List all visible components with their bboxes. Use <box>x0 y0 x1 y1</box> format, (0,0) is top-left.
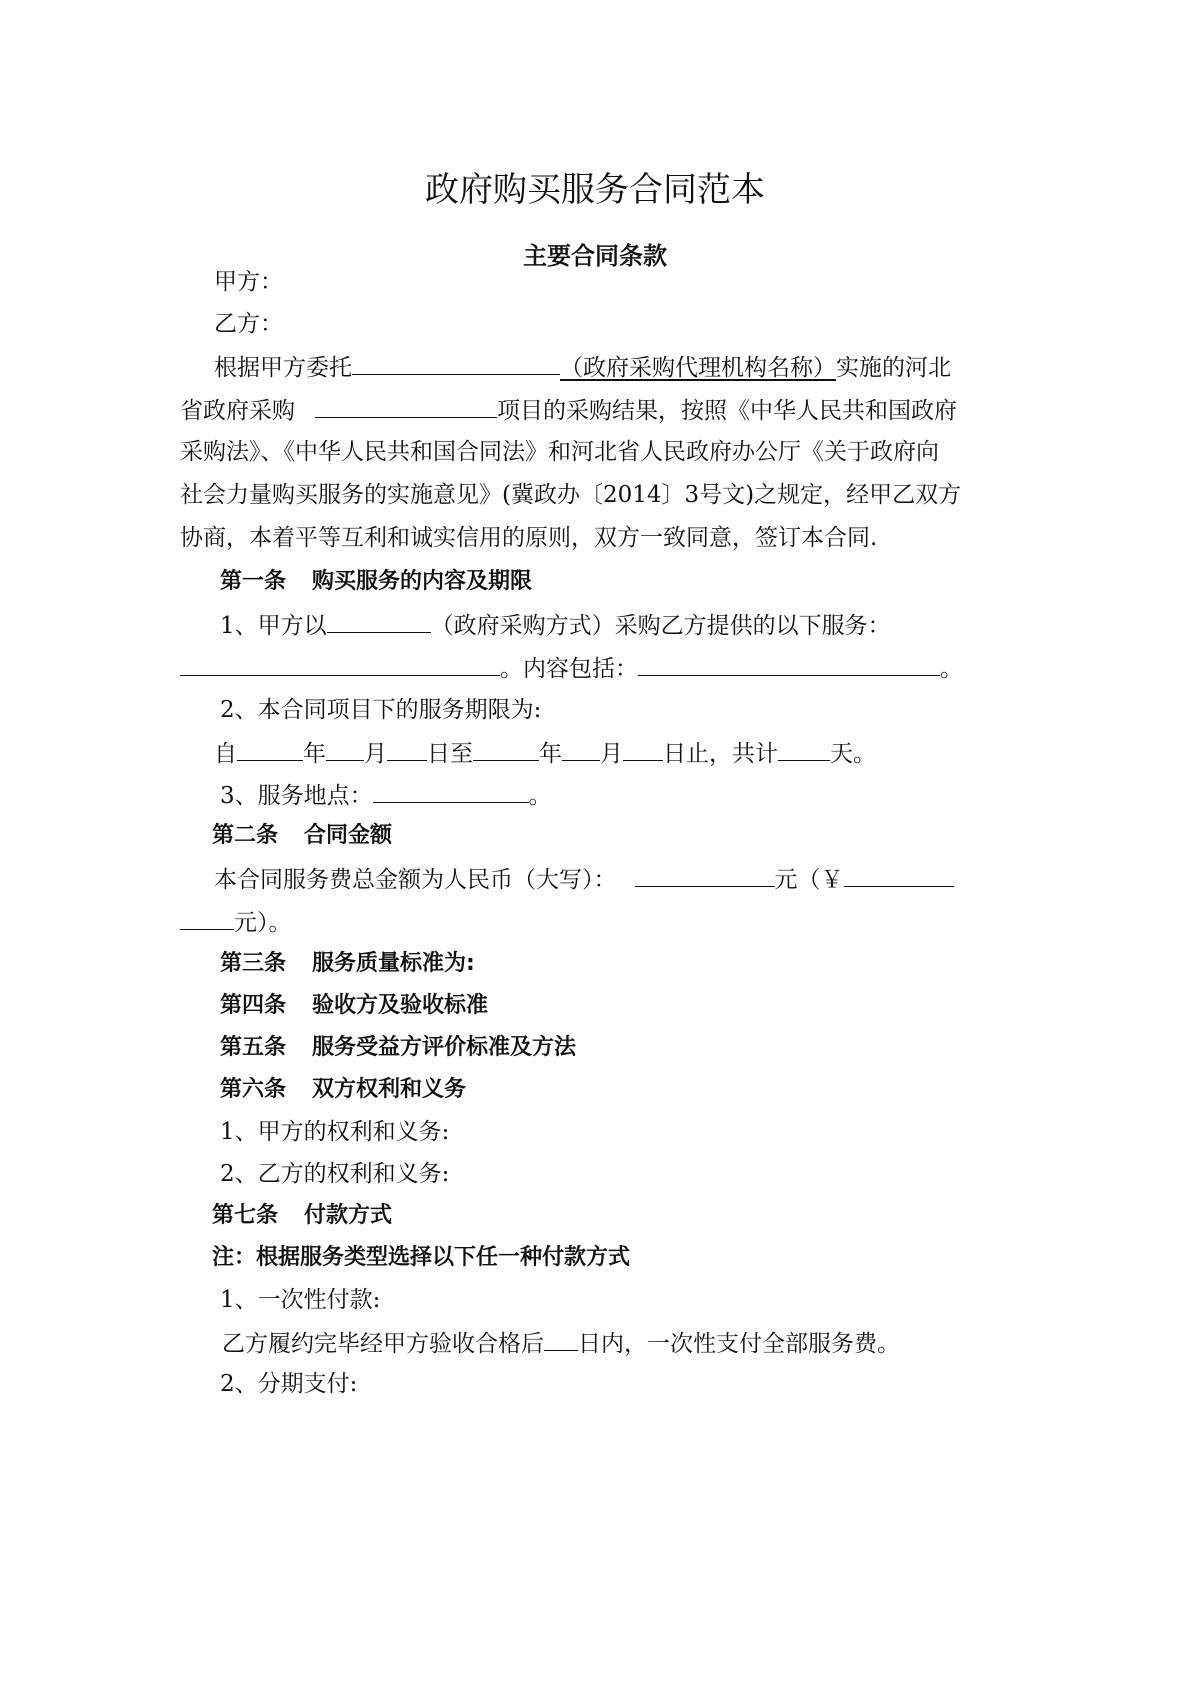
blank-start-year[interactable] <box>237 736 303 761</box>
blank-amount-figures[interactable] <box>844 862 954 887</box>
intro-line-5: 协商，本着平等互利和诚实信用的原则，双方一致同意，签订本合同. <box>180 525 878 551</box>
article-7-note: 注：根据服务类型选择以下任一种付款方式 <box>212 1245 631 1270</box>
article-6-item-2: 2、乙方的权利和义务: <box>220 1161 450 1187</box>
blank-total-days[interactable] <box>778 736 830 761</box>
article-2-amount-line: 本合同服务费总金额为人民币（大写）： 元（￥ <box>214 862 954 896</box>
intro-line-2: 省政府采购 项目的采购结果，按照《中华人民共和国政府 <box>180 393 957 427</box>
blank-amount-words[interactable] <box>635 862 775 887</box>
service-period-line: 自 年 月 日至 年 月 日止，共计 天。 <box>214 736 876 770</box>
blank-end-year[interactable] <box>473 736 539 761</box>
article-2-heading: 第二条 合同金额 <box>212 823 393 848</box>
article-6-heading: 第六条 双方权利和义务 <box>220 1077 467 1102</box>
intro-line-4: 社会力量购买服务的实施意见》(冀政办〔2014〕3号文)之规定，经甲乙双方 <box>180 482 962 508</box>
section-subtitle: 主要合同条款 <box>523 242 667 270</box>
page-title: 政府购买服务合同范本 <box>425 170 765 210</box>
article-7-item-1: 1、一次性付款: <box>220 1287 381 1313</box>
blank-service-name[interactable] <box>180 651 500 676</box>
blank-amount-figures-cont[interactable] <box>180 905 234 930</box>
article-7-heading: 第七条 付款方式 <box>212 1203 393 1228</box>
blank-project[interactable] <box>315 393 497 418</box>
article-6-item-1: 1、甲方的权利和义务: <box>220 1119 450 1145</box>
party-b-label: 乙方： <box>214 311 283 337</box>
article-7-item-1-text: 乙方履约完毕经甲方验收合格后 日内，一次性支付全部服务费。 <box>222 1326 900 1360</box>
article-3-heading: 第三条 服务质量标准为: <box>220 951 475 976</box>
blank-service-content[interactable] <box>638 651 940 676</box>
blank-agency[interactable] <box>352 350 560 375</box>
article-1-item-3: 3、服务地点： 。 <box>220 778 552 812</box>
article-1-heading: 第一条 购买服务的内容及期限 <box>220 569 533 594</box>
blank-end-month[interactable] <box>562 736 600 761</box>
article-5-heading: 第五条 服务受益方评价标准及方法 <box>220 1035 577 1060</box>
blank-service-location[interactable] <box>373 778 529 803</box>
blank-end-day[interactable] <box>623 736 663 761</box>
blank-start-month[interactable] <box>326 736 364 761</box>
intro-line-3: 采购法》、《中华人民共和国合同法》和河北省人民政府办公厅《关于政府向 <box>180 439 939 465</box>
blank-procurement-method[interactable] <box>327 608 431 633</box>
article-2-amount-line-2: 元）。 <box>180 905 292 939</box>
article-1-item-1-cont: 。内容包括： 。 <box>180 651 963 685</box>
article-1-item-2: 2、本合同项目下的服务期限为: <box>220 697 542 723</box>
blank-start-day[interactable] <box>387 736 427 761</box>
article-7-item-2: 2、分期支付: <box>220 1371 358 1397</box>
blank-payment-days[interactable] <box>544 1326 578 1351</box>
intro-line-1: 根据甲方委托 （政府采购代理机构名称）实施的河北 <box>214 350 951 384</box>
article-4-heading: 第四条 验收方及验收标准 <box>220 993 489 1018</box>
article-1-item-1: 1、甲方以 （政府采购方式）采购乙方提供的以下服务： <box>220 608 891 642</box>
party-a-label: 甲方： <box>214 269 283 295</box>
